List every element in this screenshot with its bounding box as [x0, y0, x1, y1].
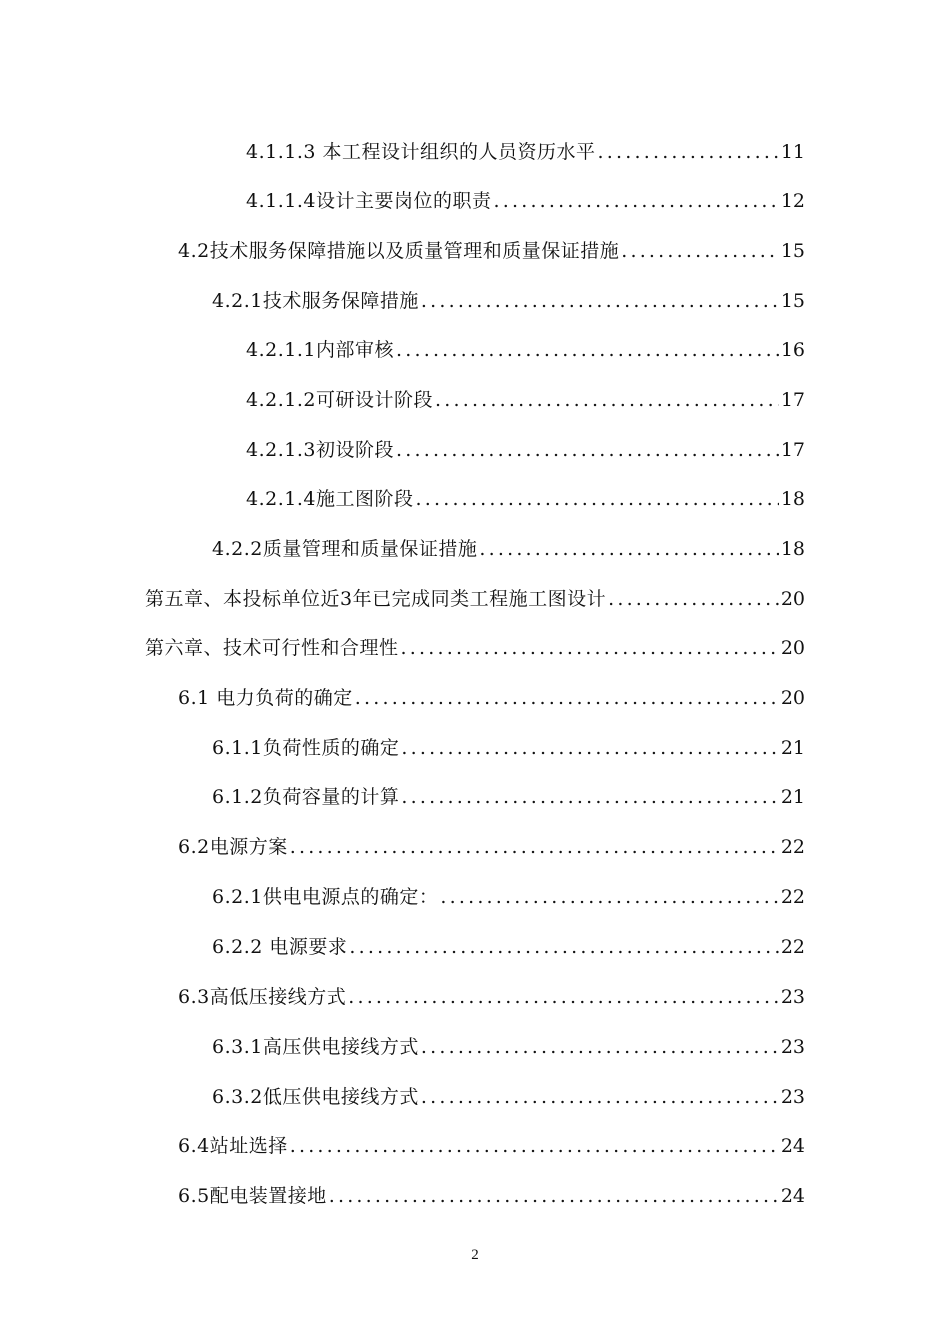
toc-entry-title: 第六章、技术可行性和合理性	[145, 637, 399, 659]
toc-entry-page: 22	[780, 936, 805, 958]
toc-entry-page: 24	[780, 1185, 805, 1207]
toc-dot-leader	[349, 931, 778, 963]
toc-dot-leader	[329, 1180, 779, 1212]
toc-entry-title: 4.1.1.3 本工程设计组织的人员资历水平	[246, 141, 596, 163]
toc-dot-leader	[290, 1130, 779, 1162]
toc-entry-title: 6.1.2负荷容量的计算	[212, 786, 400, 808]
toc-entry[interactable]	[212, 1081, 805, 1113]
toc-entry[interactable]	[212, 881, 805, 913]
toc-entry-page: 20	[780, 588, 805, 610]
toc-dot-leader	[348, 981, 779, 1013]
toc-entry-page: 23	[780, 1036, 805, 1058]
toc-entry-page: 22	[780, 836, 805, 858]
toc-entry-page: 18	[780, 538, 805, 560]
toc-entry-page: 16	[780, 339, 805, 361]
toc-entry-page: 24	[780, 1135, 805, 1157]
toc-entry-title: 6.4站址选择	[178, 1135, 288, 1157]
toc-entry[interactable]	[212, 1031, 805, 1063]
toc-entry[interactable]	[178, 1180, 805, 1212]
toc-entry[interactable]	[212, 781, 805, 813]
toc-entry-title: 6.5配电装置接地	[178, 1185, 327, 1207]
toc-entry[interactable]	[246, 434, 805, 466]
toc-entry[interactable]	[178, 981, 805, 1013]
toc-entry[interactable]	[246, 334, 805, 366]
toc-dot-leader	[415, 483, 778, 515]
toc-dot-leader	[493, 185, 778, 217]
toc-dot-leader	[355, 682, 779, 714]
toc-entry-title: 6.2.2 电源要求	[212, 936, 348, 958]
toc-entry[interactable]	[212, 931, 805, 963]
toc-entry-title: 6.2电源方案	[178, 836, 288, 858]
toc-entry[interactable]	[178, 1130, 805, 1162]
toc-dot-leader	[396, 334, 779, 366]
toc-entry[interactable]	[246, 483, 805, 515]
toc-entry-title: 6.2.1供电电源点的确定：	[212, 886, 439, 908]
toc-entry-page: 20	[780, 687, 805, 709]
toc-entry-page: 17	[780, 389, 805, 411]
toc-entry-title: 6.1.1负荷性质的确定	[212, 737, 400, 759]
toc-entry[interactable]	[246, 384, 805, 416]
toc-entry-page: 15	[780, 240, 805, 262]
toc-dot-leader	[401, 732, 778, 764]
toc-entry-page: 11	[780, 141, 805, 163]
toc-entry[interactable]	[212, 533, 805, 565]
toc-entry-title: 6.1 电力负荷的确定	[178, 687, 353, 709]
toc-entry[interactable]	[178, 831, 805, 863]
toc-entry-title: 4.2技术服务保障措施以及质量管理和质量保证措施	[178, 240, 620, 262]
toc-entry-page: 22	[780, 886, 805, 908]
toc-entry-page: 12	[780, 190, 805, 212]
toc-entry-title: 6.3.1高压供电接线方式	[212, 1036, 419, 1058]
toc-entry-title: 6.3.2低压供电接线方式	[212, 1086, 419, 1108]
toc-entry-title: 4.2.1.2可研设计阶段	[246, 389, 433, 411]
toc-dot-leader	[290, 831, 779, 863]
toc-entry[interactable]	[178, 235, 805, 267]
toc-dot-leader	[421, 285, 779, 317]
toc-entry-title: 4.2.1.4施工图阶段	[246, 488, 414, 510]
toc-entry-page: 15	[780, 290, 805, 312]
toc-entry[interactable]	[212, 285, 805, 317]
toc-entry[interactable]	[246, 136, 805, 168]
toc-dot-leader	[479, 533, 778, 565]
toc-entry-title: 4.2.1.3初设阶段	[246, 439, 394, 461]
toc-dot-leader	[401, 781, 778, 813]
toc-dot-leader	[421, 1081, 779, 1113]
toc-entry-page: 18	[780, 488, 805, 510]
toc-entry-page: 17	[780, 439, 805, 461]
toc-dot-leader	[435, 384, 779, 416]
toc-entry[interactable]	[246, 185, 805, 217]
toc-dot-leader	[621, 235, 779, 267]
toc-entry-page: 21	[780, 737, 805, 759]
toc-entry[interactable]	[145, 583, 805, 615]
toc-entry-title: 第五章、本投标单位近3年已完成同类工程施工图设计	[145, 588, 607, 610]
toc-dot-leader	[608, 583, 779, 615]
page-number: 2	[471, 1247, 479, 1263]
toc-entry[interactable]	[212, 732, 805, 764]
toc-entry[interactable]	[145, 632, 805, 664]
toc-entry-title: 4.2.1技术服务保障措施	[212, 290, 419, 312]
toc-dot-leader	[396, 434, 779, 466]
toc-entry-page: 23	[780, 986, 805, 1008]
toc-entry-title: 6.3高低压接线方式	[178, 986, 347, 1008]
toc-entry-page: 20	[780, 637, 805, 659]
toc-entry-title: 4.1.1.4设计主要岗位的职责	[246, 190, 492, 212]
toc-dot-leader	[598, 136, 779, 168]
toc-entry[interactable]	[178, 682, 805, 714]
toc-entry-title: 4.2.2质量管理和质量保证措施	[212, 538, 478, 560]
toc-dot-leader	[421, 1031, 779, 1063]
toc-dot-leader	[401, 632, 779, 664]
toc-entry-title: 4.2.1.1内部审核	[246, 339, 394, 361]
toc-entry-page: 21	[780, 786, 805, 808]
toc-entry-page: 23	[780, 1086, 805, 1108]
toc-dot-leader	[440, 881, 778, 913]
